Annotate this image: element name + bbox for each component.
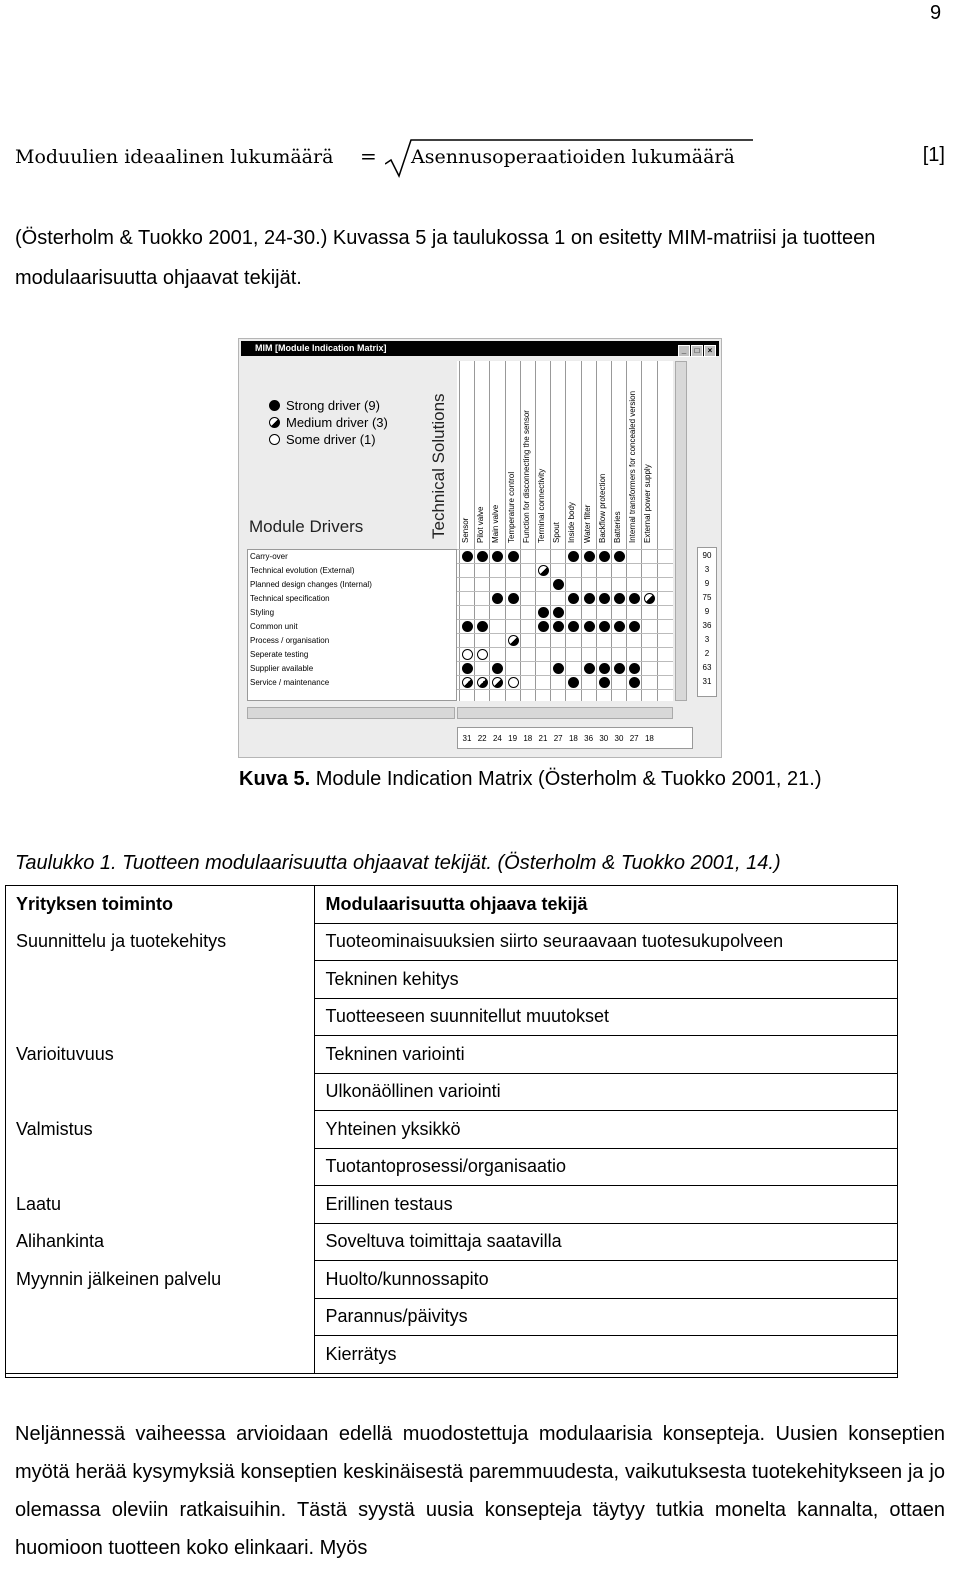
strong-driver-mark: [538, 621, 549, 632]
table-cell: Tuotantoprosessi/organisaatio: [314, 1148, 898, 1186]
table-header-cell: Yrityksen toiminto: [16, 893, 174, 914]
grid-line: [457, 619, 673, 620]
legend-some: Some driver (1): [269, 431, 388, 448]
strong-driver-mark: [584, 663, 595, 674]
medium-driver-mark: [538, 565, 549, 576]
strong-driver-mark: [477, 551, 488, 562]
table-cell: Laatu: [16, 1193, 62, 1214]
grid-line: [457, 647, 673, 648]
mim-figure: [238, 338, 722, 758]
table-cell: Varioituvuus: [16, 1043, 114, 1064]
table-cell: [5, 1148, 314, 1186]
table-cell: Tekninen variointi: [314, 1036, 898, 1074]
strong-driver-mark: [538, 607, 549, 618]
column-sum: 22: [477, 734, 487, 743]
strong-driver-mark: [462, 663, 473, 674]
strong-driver-mark: [629, 593, 640, 604]
strong-driver-mark: [614, 593, 625, 604]
strong-driver-mark: [614, 663, 625, 674]
medium-driver-mark: [462, 677, 473, 688]
grid-line: [459, 361, 460, 701]
strong-driver-mark: [492, 663, 503, 674]
strong-driver-mark: [599, 551, 610, 562]
row-sum: 2: [704, 649, 710, 658]
strong-driver-mark: [584, 551, 595, 562]
table-row: [5, 1073, 898, 1111]
table-cell: [5, 1073, 314, 1111]
full-circle-icon: [269, 400, 280, 411]
window-titlebar: [241, 341, 719, 356]
grid-line: [535, 361, 536, 701]
strong-driver-mark: [477, 621, 488, 632]
table-cell: Soveltuva toimittaja saatavilla: [314, 1223, 898, 1261]
strong-driver-mark: [599, 621, 610, 632]
driver-list: [247, 549, 457, 701]
strong-driver-mark: [599, 663, 610, 674]
strong-driver-mark: [568, 551, 579, 562]
column-sum: 31: [462, 734, 472, 743]
technical-solution-label: External power supply: [643, 464, 653, 543]
column-sum: 19: [508, 734, 518, 743]
technical-solution-label: Inside body: [567, 502, 577, 543]
row-sum: 3: [704, 635, 710, 644]
strong-driver-mark: [492, 593, 503, 604]
table-row: [5, 1036, 898, 1074]
half-circle-icon: [269, 417, 280, 428]
column-sum: 18: [644, 734, 654, 743]
technical-solution-label: Pilot valve: [476, 506, 486, 543]
strong-driver-mark: [629, 677, 640, 688]
driver-label: Carry-over: [250, 552, 288, 561]
drivers-table: [5, 885, 898, 1374]
table-row: [5, 1261, 898, 1299]
legend-medium: Medium driver (3): [269, 414, 388, 431]
strong-driver-mark: [614, 621, 625, 632]
page-number: 9: [930, 2, 942, 24]
formula-equals: =: [360, 144, 377, 168]
driver-horizontal-scrollbar[interactable]: [247, 707, 455, 719]
table-cell: [5, 961, 314, 999]
table-row: [5, 1298, 898, 1336]
strong-driver-mark: [568, 621, 579, 632]
row-sum: 9: [704, 579, 710, 588]
table-cell: Yhteinen yksikkö: [314, 1111, 898, 1149]
table-cell: Kierrätys: [314, 1336, 898, 1374]
some-driver-mark: [508, 677, 519, 688]
formula-radicand: Asennusoperaatioiden lukumäärä: [411, 146, 735, 168]
strong-driver-mark: [584, 593, 595, 604]
driver-label: Common unit: [250, 622, 298, 631]
column-sum: 27: [553, 734, 563, 743]
row-sum: 63: [702, 663, 712, 672]
grid-line: [457, 549, 673, 550]
table-cell: [5, 1336, 314, 1374]
strong-driver-mark: [599, 677, 610, 688]
technical-solution-label: Internal transformers for concealed version: [628, 390, 638, 543]
medium-driver-mark: [477, 677, 488, 688]
table-row: [5, 1186, 898, 1224]
grid-line: [596, 361, 597, 701]
row-sum: 90: [702, 551, 712, 560]
grid-line: [457, 689, 673, 690]
table-row: [5, 1148, 898, 1186]
grid-line: [457, 675, 673, 676]
row-sum-column: [697, 547, 717, 697]
table-cell: Tuoteominaisuuksien siirto seuraavaan tuotesukupolveen: [314, 923, 898, 961]
formula-reference: [1]: [922, 144, 945, 166]
column-sum: 30: [599, 734, 609, 743]
strong-driver-mark: [508, 551, 519, 562]
column-sum: 36: [584, 734, 594, 743]
strong-driver-mark: [462, 621, 473, 632]
strong-driver-mark: [553, 607, 564, 618]
technical-solution-label: Function for disconnecting the sensor: [521, 410, 531, 543]
column-sum: 21: [538, 734, 548, 743]
technical-solution-label: Spout: [552, 522, 562, 543]
column-sum: 24: [492, 734, 502, 743]
grid-line: [457, 633, 673, 634]
technical-solution-label: Batteries: [613, 511, 622, 543]
driver-label: Technical evolution (External): [250, 566, 355, 575]
driver-label: Technical specification: [250, 594, 330, 603]
strong-driver-mark: [553, 663, 564, 674]
table-cell: Huolto/kunnossapito: [314, 1261, 898, 1299]
driver-label: Service / maintenance: [250, 678, 330, 687]
technical-solution-label: Water filter: [582, 504, 592, 543]
driver-label: Styling: [250, 608, 275, 617]
column-sum: 18: [523, 734, 533, 743]
driver-label: Seperate testing: [250, 650, 309, 659]
matrix-horizontal-scrollbar[interactable]: [457, 707, 673, 719]
driver-label: Supplier available: [250, 664, 314, 673]
some-driver-mark: [477, 649, 488, 660]
table-row: [5, 923, 898, 961]
strong-driver-mark: [492, 551, 503, 562]
row-sum: 9: [704, 607, 710, 616]
maximize-icon[interactable]: □: [691, 345, 703, 357]
column-sum-row: [457, 727, 693, 749]
table-cell: [5, 1298, 314, 1336]
technical-solution-label: Sensor: [461, 517, 470, 543]
table-row: [5, 1223, 898, 1261]
strong-driver-mark: [508, 593, 519, 604]
grid-line: [520, 361, 521, 701]
table-caption: Taulukko 1. Tuotteen modulaarisuutta ohjaavat tekijät. (Österholm & Tuokko 2001, 14.): [15, 852, 781, 874]
strong-driver-mark: [599, 593, 610, 604]
window-title: MIM [Module Indication Matrix]: [255, 343, 387, 353]
table-cell: Valmistus: [16, 1118, 93, 1139]
technical-solution-label: Temperature control: [506, 471, 516, 543]
column-sum: 18: [568, 734, 578, 743]
grid-line: [505, 361, 506, 701]
driver-label: Process / organisation: [250, 636, 330, 645]
strong-driver-mark: [462, 551, 473, 562]
technical-solutions-title: Technical Solutions: [429, 393, 448, 539]
row-sum: 31: [702, 677, 712, 686]
minimize-icon[interactable]: _: [678, 345, 690, 357]
intro-paragraph: (Österholm & Tuokko 2001, 24-30.) Kuvassa 5 ja taulukossa 1 on esitetty MIM-matriisi ja tuotteen modulaarisuutta ohjaavat tekijät.: [15, 227, 876, 289]
table-row: [5, 1111, 898, 1149]
technical-solution-label: Main valve: [491, 504, 501, 543]
table-row: [5, 998, 898, 1036]
empty-circle-icon: [269, 434, 280, 445]
medium-driver-mark: [644, 593, 655, 604]
grid-line: [457, 563, 673, 564]
closing-paragraph: Neljännessä vaiheessa arvioidaan edellä muodostettuja modulaarisia konsepteja. Uusien konseptien myötä herää kysymyksiä konseptien keskinäisestä paremmuudesta, vaikutuksesta tuotekehitykseen ja jo olemassa oleviin ratkaisuihin. Tästä syystä uusia konsepteja täytyy tutkia monelta kannalta, ottaen huomioon tuotteen koko elinkaari. Myös: [15, 1423, 945, 1559]
table-cell: Tekninen kehitys: [314, 961, 898, 999]
strong-driver-mark: [614, 551, 625, 562]
technical-solution-label: Backflow protection: [597, 473, 607, 543]
grid-line: [581, 361, 582, 701]
grid-line: [457, 591, 673, 592]
strong-driver-mark: [568, 593, 579, 604]
module-drivers-title: Module Drivers: [249, 517, 364, 536]
table-cell: Parannus/päivitys: [314, 1298, 898, 1336]
some-driver-mark: [462, 649, 473, 660]
table-cell: [5, 998, 314, 1036]
matrix-grid: [429, 361, 673, 701]
grid-line: [657, 361, 658, 701]
vertical-scrollbar[interactable]: [675, 361, 687, 701]
strong-driver-mark: [584, 621, 595, 632]
grid-line: [611, 361, 612, 701]
table-cell: Erillinen testaus: [314, 1186, 898, 1224]
table-cell: Alihankinta: [16, 1231, 105, 1252]
table-cell: Myynnin jälkeinen palvelu: [16, 1268, 222, 1289]
grid-line: [457, 661, 673, 662]
table-header-row: [5, 886, 898, 924]
strong-driver-mark: [568, 677, 579, 688]
formula-lhs: Moduulien ideaalinen lukumäärä: [15, 146, 334, 168]
legend: [269, 397, 388, 448]
row-sum: 36: [702, 621, 712, 630]
strong-driver-mark: [553, 621, 564, 632]
strong-driver-mark: [553, 579, 564, 590]
medium-driver-mark: [508, 635, 519, 646]
table-cell: Ulkonäöllinen variointi: [314, 1073, 898, 1111]
formula: [15, 138, 945, 182]
column-sum: 30: [614, 734, 624, 743]
grid-line: [457, 577, 673, 578]
table-row: [5, 1336, 898, 1374]
medium-driver-mark: [492, 677, 503, 688]
technical-solution-label: Terminal connectivity: [537, 468, 546, 543]
table-header-cell: Modulaarisuutta ohjaava tekijä: [314, 886, 898, 924]
table-row: [5, 961, 898, 999]
column-sum: 27: [629, 734, 639, 743]
table-cell: Suunnittelu ja tuotekehitys: [16, 931, 227, 952]
close-icon[interactable]: ×: [704, 345, 716, 357]
row-sum: 3: [704, 565, 710, 574]
row-sum: 75: [702, 593, 712, 602]
table-cell: Tuotteeseen suunnitellut muutokset: [314, 998, 898, 1036]
driver-label: Planned design changes (Internal): [250, 580, 372, 589]
grid-line: [457, 605, 673, 606]
strong-driver-mark: [629, 663, 640, 674]
legend-strong: Strong driver (9): [269, 397, 388, 414]
strong-driver-mark: [629, 621, 640, 632]
figure-caption: Kuva 5. Module Indication Matrix (Österholm & Tuokko 2001, 21.): [239, 768, 822, 790]
